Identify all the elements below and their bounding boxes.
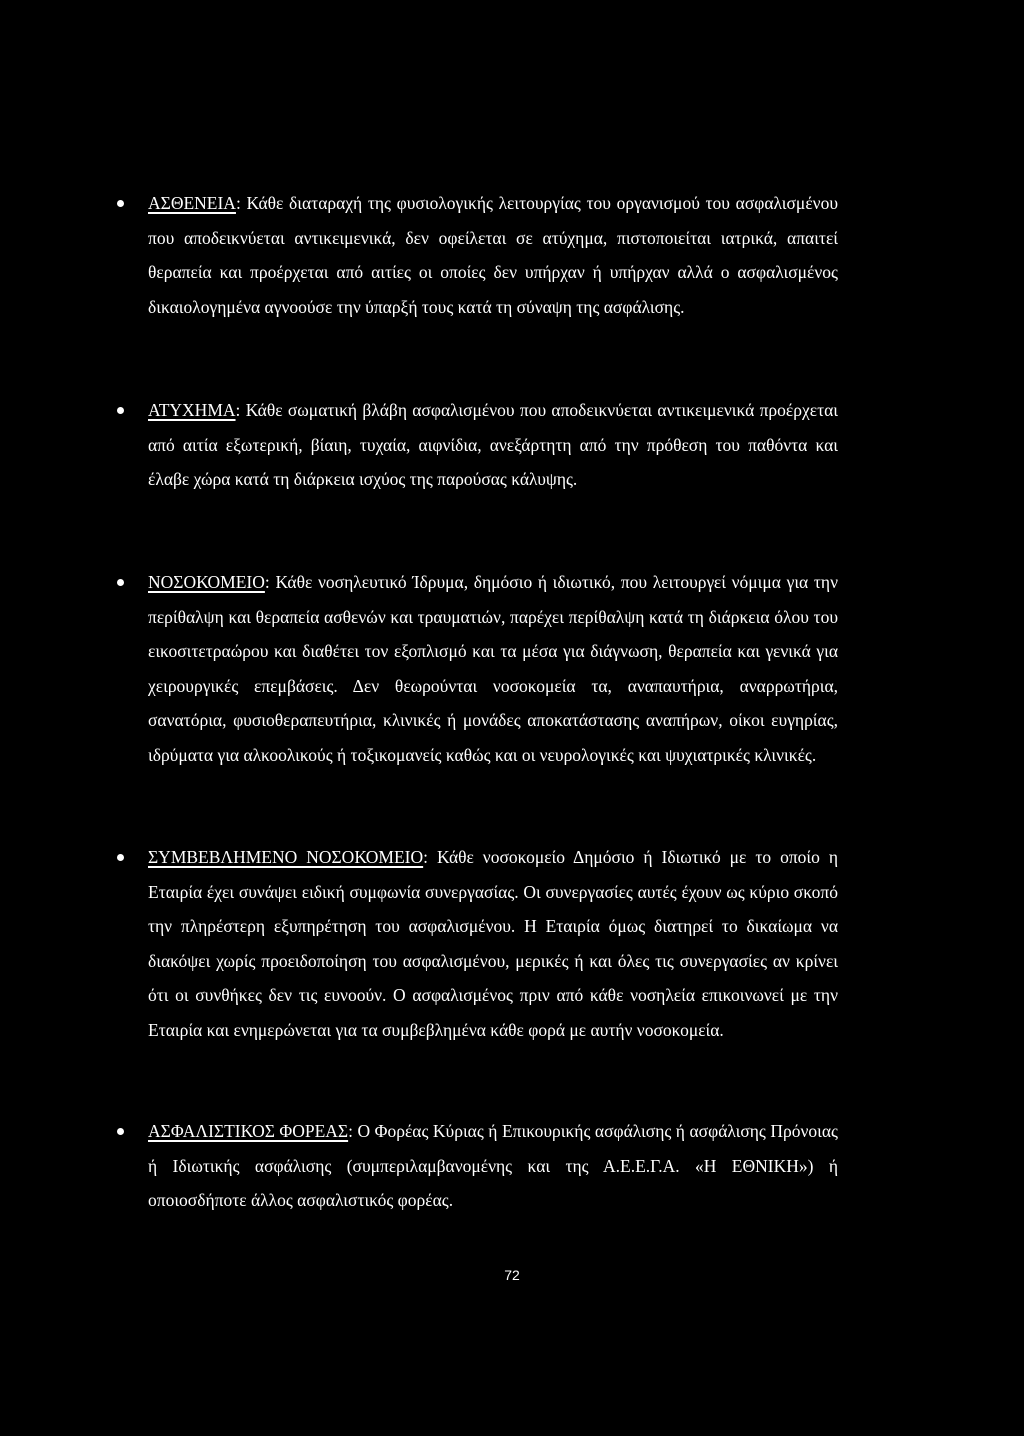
- definition-term: ΑΣΘΕΝΕΙΑ: [148, 193, 236, 213]
- definition-text: Ο Φορέας Κύριας ή Επικουρικής ασφάλισης ή ασφάλισης Πρόνοιας ή Ιδιωτικής ασφάλισης (συμπεριλαμβανομένης και της Α.Ε.Ε.Γ.Α. «Η ΕΘΝΙΚΗ») ή οποιοσδήποτε άλλος ασφαλιστικός φορέας.: [148, 1121, 838, 1210]
- definition-text: Κάθε νοσηλευτικό Ίδρυμα, δημόσιο ή ιδιωτικό, που λειτουργεί νόμιμα για την περίθαλψη και θεραπεία ασθενών και τραυματιών, παρέχει περίθαλψη κατά τη διάρκεια όλου του εικοσιτετραώρου και διαθέτει τον εξοπλισμό και τα μέσα για διάγνωση, θεραπεία και γενικά για χειρουργικές επεμβάσεις. Δεν θεωρούνται νοσοκομεία τα, αναπαυτήρια, αναρρωτήρια, σανατόρια, φυσιοθεραπευτήρια, κλινικές ή μονάδες αποκατάστασης αναπήρων, οίκοι ευγηρίας, ιδρύματα για αλκοολικούς ή τοξικομανείς καθώς και οι νευρολογικές και ψυχιατρικές κλινικές.: [148, 572, 838, 765]
- definition-symvevlimeno-nosokomeio: [148, 840, 838, 1047]
- bullet-icon: [117, 579, 124, 586]
- definition-term: ΣΥΜΒΕΒΛΗΜΕΝΟ ΝΟΣΟΚΟΜΕΙΟ: [148, 847, 424, 867]
- definition-term: ΑΣΦΑΛΙΣΤΙΚΟΣ ΦΟΡΕΑΣ: [148, 1121, 349, 1141]
- page-number: 72: [504, 1267, 520, 1283]
- definition-asthenia: [148, 186, 838, 324]
- definition-atychima: [148, 393, 838, 497]
- term-separator: :: [348, 1121, 358, 1141]
- definition-nosokomeio: [148, 565, 838, 772]
- term-separator: :: [235, 400, 246, 420]
- bullet-icon: [117, 407, 124, 414]
- definition-text: Κάθε διαταραχή της φυσιολογικής λειτουργίας του οργανισμού του ασφαλισμένου που αποδεικνύεται αντικειμενικά, δεν οφείλεται σε ατύχημα, πιστοποιείται ιατρικά, απαιτεί θεραπεία και προέρχεται από αιτίες οι οποίες δεν υπήρχαν ή υπήρχαν αλλά ο ασφαλισμένος δικαιολογημένα αγνοούσε την ύπαρξή τους κατά τη σύναψη της ασφάλισης.: [148, 193, 838, 317]
- definition-text: Κάθε σωματική βλάβη ασφαλισμένου που αποδεικνύεται αντικειμενικά προέρχεται από αιτία εξωτερική, βίαιη, τυχαία, αιφνίδια, ανεξάρτητη από την πρόθεση του παθόντα και έλαβε χώρα κατά τη διάρκεια ισχύος της παρούσας κάλυψης.: [148, 400, 838, 489]
- definition-text: Κάθε νοσοκομείο Δημόσιο ή Ιδιωτικό με το οποίο η Εταιρία έχει συνάψει ειδική συμφωνία συνεργασίας. Οι συνεργασίες αυτές έχουν ως κύριο σκοπό την πληρέστερη εξυπηρέτηση του ασφαλισμένου. Η Εταιρία όμως διατηρεί το δικαίωμα να διακόψει χωρίς προειδοποίηση του ασφαλισμένου, μερικές ή και όλες τις συνεργασίες αν κρίνει ότι οι συνθήκες δεν τις ευνοούν. Ο ασφαλισμένος πριν από κάθε νοσηλεία επικοινωνεί με την Εταιρία και ενημερώνεται για τα συμβεβλημένα κάθε φορά με αυτήν νοσοκομεία.: [148, 847, 838, 1040]
- term-separator: :: [235, 193, 247, 213]
- definition-term: ΝΟΣΟΚΟΜΕΙΟ: [148, 572, 265, 592]
- bullet-icon: [117, 854, 124, 861]
- term-separator: :: [423, 847, 437, 867]
- bullet-icon: [117, 1128, 124, 1135]
- bullet-icon: [117, 200, 124, 207]
- definition-asfalistikos-foreas: [148, 1114, 838, 1218]
- term-separator: :: [264, 572, 276, 592]
- definition-term: ΑΤΥΧΗΜΑ: [148, 400, 236, 420]
